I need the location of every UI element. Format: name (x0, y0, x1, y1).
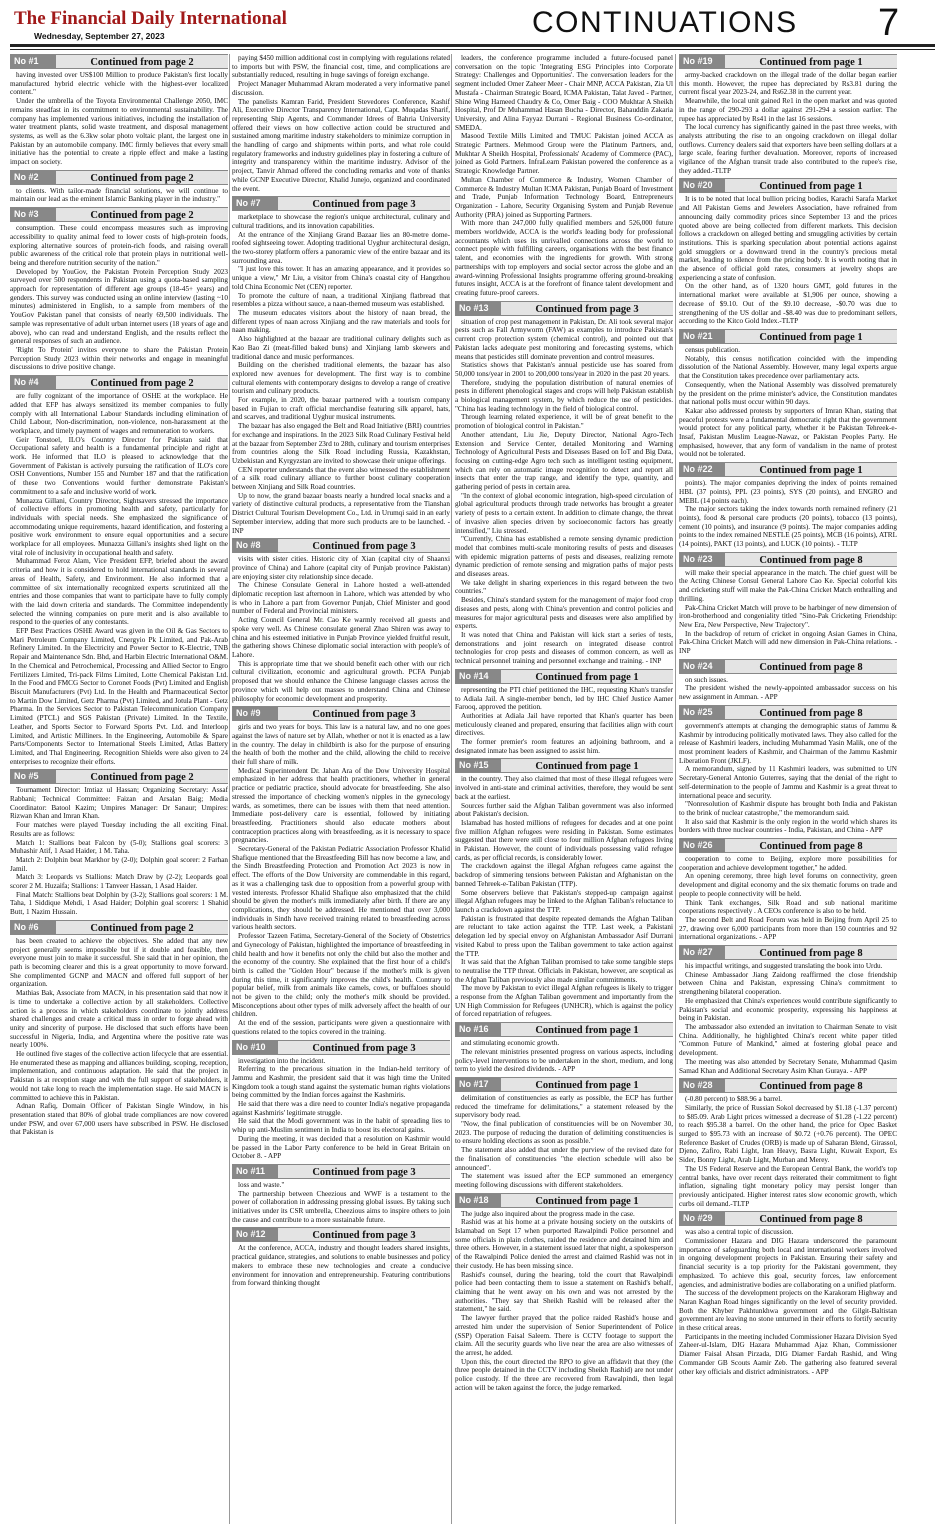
article-number: No #22 (679, 462, 725, 477)
continued-from-label: Continued from page 1 (501, 1022, 673, 1037)
article-paragraph: visits with sister cities. Historic city of Xian (capital city of Shaanxi province of China) and Lahore (capital city of Punjab province Pakistan) are enjoying sister city relationship since decade. (232, 555, 450, 581)
article-paragraph: The meeting was also attended by Secretary Senate, Muhammad Qasim Samad Khan and Additional Secretary Asim Khan Guraya. - APP (679, 1057, 897, 1075)
article-header (10, 170, 228, 185)
article-paragraph: leaders, the conference programme included a future-focused panel conversation on the topic 'Integrating ESG Principles into Corporate Strategy: Challenges and Opportunities'. The conversation leaders for the segment included Omer Zaheer Meer - Chair MNP, ACCA Pakistan, Zia Ul Mustafa - Chairman Strategic Board, ICMA Pakistan, Talat Javed - Partner, Shine Wing Hameed Chaudry & Co, Omer Baig - COO Mukhtar A Sheikh Hospital, Prof Dr Muhammad Hasan Bucha - Director, Bahauddin Zakaria University, and Alina Fayyaz Durrani - Regional Business Co-ordinator, SMEDA. (455, 54, 673, 132)
continuation-article (455, 758, 673, 1019)
article-paragraph: consumption. These could encompass measures such as improving accessibility to quality animal feed to lower costs of high-protein foods, exploring alternative sources of protein-rich foods, and raising overall public awareness of the critical role that protein plays in nutritional well-being and therefore nutrition security of the nation." (10, 224, 228, 267)
article-paragraph: Building on the cherished traditional elements, the bazaar has also explored new avenues for development. The first way is to combine cultural elements with contemporary designs to develop a range of creative tourism and culinary products. (232, 361, 450, 396)
article-paragraph: The second Belt and Road Forum was held in Beijing from April 25 to 27, drawing over 6,000 participants from more than 150 countries and 92 international organizations. - APP (679, 915, 897, 942)
article-number: No #18 (455, 1193, 501, 1208)
article-paragraph: and stimulating economic growth. (461, 1039, 560, 1048)
article-header (455, 758, 673, 773)
continued-from-label: Continued from page 1 (501, 1077, 673, 1092)
article-number: No #8 (232, 538, 278, 553)
article-paragraph: are fully cognizant of the importance of OSHE at the workplace. He added that EFP has always sensitized its member companies to fully comply with all International Labour Standards including elimination of Child Labour, Non-discrimination, non-violence, non-harassment at the workplace, and timely payment of wages and remuneration to workers. (10, 392, 228, 435)
continuation-article (10, 54, 228, 167)
continuation-article (679, 329, 897, 459)
continuation-article (455, 1022, 673, 1074)
article-number: No #20 (679, 178, 725, 193)
article-paragraph: has been created to achieve the objectives. She added that any new project generally seems impossible but if it double and feasible, then everyone must join to make it successful. She said that in her opinion, the path is becoming clearer and this is a great opportunity to move forward. She complimented GCNP and MACN and offered full support of her organization. (10, 936, 228, 989)
article-paragraph: At the conference, ACCA, industry and thought leaders shared insights, practical guidance, strategies, and solutions to enable businesses and policy makers to embrace these new technologies and create a conducive environment for innovation and entrepreneurship. Featuring contributions from forward thinking thought (232, 1244, 450, 1288)
article-paragraph: Geir Tonstoel, ILO's Country Director for Pakistan said that Occupational safety and health is a fundamental principle and right at work. He informed that ILO is pleased to acknowledge that the Government of Pakistan is actively pursuing the ratification of ILO's core OSH Conventions, Number 155 and Number 187 and that the ratification of these two Conventions would further demonstrate Pakistan's commitment to a safe and inclusive world of work. (10, 435, 228, 496)
column-divider (229, 54, 230, 1524)
article-paragraph: Through learning related experience, it will be of great benefit to the promotion of biological control in Pakistan." (455, 413, 673, 431)
continued-from-label: Continued from page 1 (725, 329, 897, 344)
continued-from-label: Continued from page 3 (278, 706, 450, 721)
article-number: No #12 (232, 1227, 278, 1242)
continuation-article (455, 301, 673, 666)
article-body (455, 1039, 673, 1074)
article-body (10, 786, 228, 917)
continued-from-label: Continued from page 1 (501, 1193, 673, 1208)
column-3 (455, 54, 673, 1524)
continuation-article (10, 769, 228, 917)
article-header (10, 920, 228, 935)
article-paragraph: The statement also added that under the purview of the revised date for the finalisation of constituencies "the election schedule will also be announced". (455, 1146, 673, 1172)
article-paragraph: The panelists Kamran Farid, President Stevedores Conference, Kashif Ali, Executive Director Transparency International, Capt. Muqadas Sharif, representing Ship Agents, and Commander Idrees of Bahria University offered their views on how collective action could be structured and sustained among maritime industry stakeholders to minimize corruption in the handling of cargo and shipments within ports, and what role could regulatory frameworks and industry guidelines play in fostering a culture of integrity and transparency within the maritime industry. Advisor of the project, Tanvir Ahmad offered the concluding remarks and vote of thanks while GCNP Executive Director, Khalid Junejo, organized and coordinated the event. (232, 97, 450, 193)
article-body (10, 937, 228, 1137)
article-paragraph: Statistics shows that Pakistan's annual pesticide use has soared from 50,000 tons/year in 2001 to 200,000 tons/year in 2020 in the past 20 years. (455, 361, 673, 378)
article-paragraph: Pak-China Cricket Match will prove to be harbinger of new dimension of iron-brotherhood and congeniality titled "Sino-Pak Cricketing Friendship: New Era, New Perspective, New Trajectory". (679, 603, 897, 629)
article-header (455, 1022, 673, 1037)
continuation-article (679, 838, 897, 942)
article-paragraph: "Now, the final publication of constituencies will be on November 30, 2023. The purpose of reducing the duration of delimiting constituencies is to ensure holding elections as soon as possible." (455, 1120, 673, 1146)
article-header (679, 1211, 897, 1226)
article-paragraph: to clients. With tailor-made financial solutions, we will continue to maintain our lead as the eminent Islamic Banking player in the industry." (10, 186, 228, 204)
article-header (232, 706, 450, 721)
article-paragraph: The Chinese Consulate General in Lahore hosted a well-attended diplomatic reception last afternoon in Lahore, which was attended by who is who in Lahore a part from Governor Punjab, Chief Minister and good number of Federal and Provincial ministers. (232, 581, 450, 616)
continuation-article (232, 538, 450, 703)
article-paragraph: paying $450 million additional cost in complying with regulations related to imports but with PSW, the financial cost, time, and complications are substantially reduced, resulting in huge savings of foreign exchange. (232, 54, 450, 80)
article-paragraph: This is appropriate time that we should benefit each other with our rich cultural civilization, economic and agricultural growth. PCFA Punjab proposed that we should enhance the Chinese language classes across the province which will help out masses to understand China and Chinese philosophy for economic development and prosperity. (232, 659, 450, 703)
article-paragraph: "I just love this tower. It has an amazing appearance, and it provides so unique a view," Mr Liu, a visitor from China's coastal city of Hangzhou told China Economic Net (CEN) reporter. (232, 265, 450, 291)
article-body (679, 71, 897, 175)
article-number: No #9 (232, 706, 278, 721)
continued-from-label: Continued from page 2 (56, 207, 228, 222)
article-paragraph: Islamabad has hosted millions of refugees for decades and at one point five million Afghan refugees were residing in Pakistan. Some estimates suggested that there were still close to four million Afghan refugees living in Pakistan. However, the count of individuals possessing valid refugee cards, as per official records, is considerably lower. (455, 818, 673, 862)
article-paragraph: Four matches were played Tuesday including the all exciting Final. Results are as follows: (10, 821, 228, 838)
continuation-article (10, 170, 228, 204)
article-paragraph: Upon this, the court directed the RPO to give an affidavit that they (the three people detained in the CCTV including Sheikh Rashid) are not under police custody. If the three are recovered from Rawalpindi, then legal action will be taken against the force, the judge remarked. (455, 1357, 673, 1392)
article-body (232, 1244, 450, 1288)
article-header (679, 838, 897, 853)
continued-from-label: Continued from page 1 (501, 758, 673, 773)
continuation-article (679, 552, 897, 656)
article-body (232, 1057, 450, 1161)
article-header (679, 462, 897, 477)
continuation-article (679, 1211, 897, 1376)
continuation-article (10, 375, 228, 766)
article-number: No #3 (10, 207, 56, 222)
article-paragraph: He outlined five stages of the collective action lifecycle that are essential. He enumerated these as mapping and alliances building, scoping, reception, implementation, and continuous adaptation. He said that the project in Pakistan is at reception stage and with the full support of stakeholders, it would not take long to reach the implementation stage. He said MACN is committed to achieve this in Pakistan. (10, 1050, 228, 1102)
article-paragraph: In the backdrop of return of cricket in ongoing Asian Games in China, Pak-China Cricket Match will add new dimension in Pak-China relations. - INP (679, 629, 897, 656)
article-paragraph: Rashid's counsel, during the hearing, told the court that Rawalpindi police had been contacting them to issue a statement on Rashid's behalf, claiming that he went away on his own and was not arrested by the authorities. "They say that Sheikh Rashid will be released after the statement," he said. (455, 1270, 673, 1314)
article-paragraph: will make their special appearance in the match. The chief guest will be the Acting Chinese Consul General Lahore Cao Ke. Special colorful kits and cricketing stuff will make the Pak-China Cricket Match enthralling and thrilling. (679, 568, 897, 603)
masthead (10, 4, 935, 44)
article-paragraph: The president wished the newly-appointed ambassador success on his new assignment in Amman. - APP (679, 684, 897, 702)
article-paragraph: The local currency has significantly gained in the past three weeks, with analysts attributing the rise to an ongoing crackdown on illegal dollar outflows. Currency dealers said that exporters have been selling dollars at a large scale, fearing further devaluation. Moreover, reports of increased vigilance of the Afghan transit trade also contributed to the rupee's rise, they added.-TLTP (679, 123, 897, 175)
article-paragraph: Commissioner Hazara and DIG Hazara underscored the paramount importance of safeguarding both local and international workers involved in ongoing development projects in Pakistan. Ensuring their safety and financial security is a top priority for the Pakistani government, they emphasized. To achieve this goal, security forces, law enforcement agencies, and administrative bodies are collaborating on a unified platform. (679, 1237, 897, 1289)
article-number: No #29 (679, 1211, 725, 1226)
continued-from-label: Continued from page 2 (56, 375, 228, 390)
article-paragraph: delimitation of constituencies as early as possible, the ECP has further reduced the timeframe for delimitations," a statement released by the supervisory body read. (455, 1093, 673, 1120)
article-paragraph: Sources further said the Afghan Taliban government was also informed about Pakistan's decision. (455, 801, 673, 819)
article-paragraph: The US Federal Reserve and the European Central Bank, the world's top central banks, have over recent days reiterated their commitment to fight inflation, signaling tight monetary policy may persist longer than previously anticipated. Higher interest rates slow economic growth, which curbs oil demand.-TLTP (679, 1164, 897, 1208)
article-paragraph: girls and two years for boys. This law is a natural law, and no one goes against the laws of nature set by Allah, whether or not it is enacted as a law in the country. The delay in childbirth is also for the purpose of ensuring the health of both the mother and the child, allowing the child to receive their full share of milk. (232, 723, 450, 767)
article-paragraph: Match 2: Dolphin beat Markhor by (2-0); Dolphin goal scorer: 2 Farhan Jamil. (10, 855, 228, 873)
article-header (679, 945, 897, 960)
article-body (455, 318, 673, 666)
article-number: No #1 (10, 54, 56, 69)
article-number: No #16 (455, 1022, 501, 1037)
article-paragraph: Consequently, when the National Assembly was dissolved prematurely by the president on the prime minister's advice, the Constitution mandates that national polls must occur within 90 days. (679, 380, 897, 407)
article-paragraph: With more than 247,000 fully qualified members and 526,000 future members worldwide, ACCA is the world's leading body for professional accountants which uses its unrivalled connections across the world to connect people with fulfilling careers, organisations with the best finance talent, and economies with the ingredients for growth. With strong partnerships with top employers and social sector across the globe and an award-winning Professional Insights programme offering ground-breaking futures insight, ACCA is at the forefront of finance talent development and creating future-proof careers. (455, 219, 673, 297)
article-paragraph: Tournament Director: Imtiaz ul Hassan; Organizing Secretary: Assaf Rabbani; Technical Committee: Faizan and Arsalan Baig; Media Coordinator: Batool Kazim; Umpires Manager: Dr Sanaur; Umpires: Rizwan Khan and Imran Khan. (10, 786, 228, 821)
continuation-article (679, 659, 897, 702)
continued-from-label: Continued from page 2 (56, 769, 228, 784)
issue-date: Wednesday, September 27, 2023 (34, 31, 165, 41)
article-header (232, 196, 450, 211)
article-header (455, 669, 673, 684)
article-number: No #19 (679, 54, 725, 69)
article-header (10, 769, 228, 784)
continued-from-label: Continued from page 1 (725, 54, 897, 69)
article-paragraph: Therefore, studying the population distribution of natural enemies of pests in different phenological stages and crops will help Pakistan establish a biological management system, by which reduce the use of pesticides. "China has leading technology in the field of biological control. (455, 378, 673, 413)
section-title: CONTINUATIONS (532, 6, 798, 39)
article-paragraph: Similarly, the price of Russian Sokol decreased by $1.18 (-1.37 percent) to $85.09. Arab Light prices witnessed a decrease of $1.28 (-1.22 percent) to reach $95.38 a barrel. On the other hand, the price for Opec Basket surged to $95.73 with an increase of $0.72 (+0.76 percent). The OPEC Reference Basket of Crudes (ORB) is made up of Saharan Blend, Girassol, Djeno, Zafiro, Rabi Light, Iran Heavy, Basra Light, Kuwait Export, Es Sider, Bonny Light, Arab Light, Murban and Merey. (679, 1103, 897, 1165)
continuation-article (679, 705, 897, 835)
continuation-article (10, 207, 228, 372)
article-paragraph: Medical Superintendent Dr. Jahan Ara of the Dow University Hospital emphasized in her address that health practitioners, whether in general practice or pediatric practice, should advocate for breastfeeding. She also stressed the importance of checking women's nipples in the gynecology wards, as sometimes, there can be issues with them that need attention. Immediate post-delivery care is essential, followed by initiating breastfeeding. Practitioners should also educate mothers about contraception practices along with breastfeeding, as it is necessary to space pregnancies. (232, 766, 450, 845)
article-header (679, 659, 897, 674)
column-divider (451, 54, 452, 1524)
article-paragraph: (-0.80 percent) to $88.96 a barrel. (685, 1095, 782, 1104)
article-number: No #11 (232, 1164, 278, 1179)
article-paragraph: "Nonresolution of Kashmir dispute has brought both India and Pakistan to the brink of nuclear catastrophe," the memorandum said. (679, 800, 897, 817)
article-paragraph: Mathias Bak, Associate from MACN, in his presentation said that now it is time to undertake a collective action by all stakeholders. Collective action is a process in which stakeholders coordinate to jointly address shared challenges and create a critical mass in order to forge ahead with unity and sincerity of purpose. He disclosed that such efforts have been successful in Nigeria, India, and Argentina where the positive rate was nearly 100%. (10, 989, 228, 1050)
article-paragraph: At the end of the session, participants were given a questionnaire with questions related to the topics covered in the training. (232, 1019, 450, 1036)
article-body (10, 392, 228, 766)
column-divider (675, 54, 676, 1524)
article-paragraph: The judge also inquired about the progress made in the case. (461, 1209, 635, 1218)
article-paragraph: Some observers believe that Pakistan's stepped-up campaign against illegal Afghan refugees may be linked to the Afghan Taliban's reluctance to launch a crackdown against the TTP. (455, 888, 673, 914)
article-paragraph: investigation into the incident. (238, 1056, 326, 1065)
continuation-article (455, 669, 673, 756)
article-paragraph: The museum educates visitors about the history of naan bread, the different types of naan across Xinjiang and the raw materials and tools for naan making. (232, 308, 450, 335)
article-body (679, 855, 897, 942)
article-paragraph: Pakistan is frustrated that despite repeated demands the Afghan Taliban are reluctant to take action against the TTP. Last week, a Pakistani delegation led by special envoy on Afghanistan Ambassador Asif Durrani visited Kabul to press upon the Taliban government to take action against the TTP. (455, 914, 673, 958)
article-body (455, 1094, 673, 1190)
continued-from-label: Continued from page 3 (278, 196, 450, 211)
article-header (679, 705, 897, 720)
article-paragraph: Adnan Rafiq, Domain Officer of Pakistan Single Window, in his presentation stated that 80% of global trade compliances are now covered under PSW, and over 67,000 users have subscribed in PSW. He disclosed that Pakistan is (10, 1102, 228, 1137)
continued-from-label: Continued from page 2 (56, 170, 228, 185)
article-paragraph: It was noted that China and Pakistan will kick start a series of tests, demonstrations and joint research on integrated disease control technologies for crop pests and diseases of common concern, as well as technical personnel training and personnel exchange and training. - INP (455, 631, 673, 666)
article-paragraph: loss and waste." (238, 1180, 285, 1189)
article-body (679, 676, 897, 702)
column-2 (232, 54, 450, 1524)
continuation-article (10, 920, 228, 1137)
article-paragraph: He said that the Modi government was in the habit of spreading lies to whip up anti-Muslim sentiment in India to boost its electoral gains. (232, 1117, 450, 1135)
article-paragraph: An opening ceremony, three high level forums on connectivity, green development and digital economy and the six thematic forums on trade and people to people connectivity will be held. (679, 872, 897, 898)
continuation-article (232, 1164, 450, 1225)
article-header (10, 54, 228, 69)
article-number: No #6 (10, 920, 56, 935)
article-body (679, 962, 897, 1075)
article-paragraph: CEN reporter understands that the event also witnessed the establishment of a silk road culinary alliance to further boost culinary cooperation between Xinjiang and Silk Road countries. (232, 465, 450, 492)
article-number: No #17 (455, 1077, 501, 1092)
article-paragraph: Munazza Gillani, Country Director, Sightsavers stressed the importance of collective efforts in promoting health and safety, particularly for individuals with special needs. She emphasized the significance of accommodating unique requirements, hazard identification, and fostering a positive work environment to ensure equal opportunities and a secure workplace for all employees. Munazza Gillani's insights shed light on the vital role of inclusivity in occupational health and safety. (10, 496, 228, 557)
article-paragraph: Under the umbrella of the Toyota Environmental Challenge 2050, IMC remains steadfast in its commitment to environmental sustainability. The company has implemented various initiatives, including the installation of water treatment plants, solid waste treatment, and disposal management systems, as well as the 6.3kw solar photo voltaic plant, the largest one in Pakistan by an automobile company. IMC firmly believes that every small initiative has the potential to create a ripple effect and make a lasting impact on society. (10, 97, 228, 167)
article-number: No #26 (679, 838, 725, 853)
article-paragraph: Acting Council General Mr. Cao Ke warmly received all guests and spoke very well. As Chinese consulate general Zhao Shiren was away to china and his esteemed initiative in Punjab Province yielded fruitful result, the gathering shows Chinese diplomatic social interaction with people's of Lahore. (232, 616, 450, 659)
article-paragraph: was also a central topic of discussion. (685, 1228, 794, 1237)
article-header (232, 538, 450, 553)
continuation-article (455, 1077, 673, 1190)
article-paragraph: "In the context of global economic integration, high-speed circulation of global agricultural products through trade networks has brought a greater variety of pests to a certain extent. In addition to climate change, the threat of invasive alien species driven by socioeconomic factors has greatly intensified," Liu stressed. (455, 491, 673, 535)
article-paragraph: situation of crop pest management in Pakistan, Dr. Ali took several major pests such as Fall Armyworm (FAW) as examples to introduce Pakistan's current crop protection system (chemical control), and pointed out that Pakistan lacks adequate pest monitoring and forecasting systems, which means that pesticides still dominate prevention and control measures. (455, 317, 673, 361)
article-paragraph: on such issues. (685, 675, 728, 684)
article-paragraph: points). The major companies depriving the index of points remained HBL (37 points), PPL (23 points), SYS (20 points), and ENGRO and MEBL (14 points each). (679, 479, 897, 505)
article-paragraph: Chinese Ambassador Jiang Zaidong reaffirmed the close friendship between China and Pakistan, expressing China's commitment to strengthening bilateral cooperation. (679, 970, 897, 997)
article-number: No #4 (10, 375, 56, 390)
article-paragraph: Developed by YouGov, the Pakistan Protein Perception Study 2023 surveyed over 500 respondents in Pakistan using a quota-based sampling approach for representation of different age groups (18-45+ years) and genders. This survey was conducted using an online interview (lasting ~10 minutes) administered in English, to a sample from members of the YouGov Pakistan panel that consists of nearly 69,500 individuals. The sample was representative of adult urban internet users (18 years of age and above), who can read and understand English, and the results reflect the general responses of such an audience. (10, 267, 228, 346)
column-4 (679, 54, 897, 1524)
continued-from-label: Continued from page 3 (278, 1164, 450, 1179)
article-body (232, 213, 450, 535)
article-paragraph: We take delight in sharing experiences in this regard between the two countries." (455, 578, 673, 596)
article-paragraph: Match 3: Leopards vs Stallions: Match Draw by (2-2); Leopards goal scorer 2 M. Huzaifa; Stallions: 1 Tanveer Hassan, 1 Asad Haider. (10, 873, 228, 891)
article-body (455, 775, 673, 1019)
article-paragraph: Final Match: Stallions beat Dolphin by (3-2); Stallions goal scorers: 1 M. Taha, 1 Siddique Mehdi, 1 Asad Haider; Dolphin goal scorers: 1 Shahid Butt, 1 Nazim Hussain. (10, 890, 228, 917)
article-paragraph: census publication. (685, 345, 741, 354)
continuation-article (455, 54, 673, 298)
article-paragraph: The move by Pakistan to evict illegal Afghan refugees is likely to trigger a response from the Afghan Taliban government and importantly from the UN High Commission for Refugees (UNHCR), which is against the policy of forced repatriation of refugees. (455, 984, 673, 1019)
article-paragraph: representing the PTI chief petitioned the IHC, requesting Khan's transfer to Adiala Jail. A single-member bench, led by IHC Chief Justice Aamer Farooq, approved the petition. (455, 685, 673, 712)
article-header (679, 1078, 897, 1093)
newspaper-name: The Financial Daily International (14, 8, 287, 29)
article-paragraph: Kakar also addressed protests by supporters of Imran Khan, stating that peaceful protests were a fundamental democratic right that the government would protect for any political party, whether it be Pakistan Tehreek-e-Insaf, Pakistan Muslim League-Nawaz, or Pakistan Peoples Party. He emphasised, however, that any form of vandalism in the name of protest would not be tolerated. (679, 406, 897, 459)
article-number: No #5 (10, 769, 56, 784)
article-body (10, 224, 228, 372)
article-header (679, 178, 897, 193)
article-paragraph: Notably, this census notification coincided with the impending dissolution of the National Assembly. However, many legal experts argue that the Constitution takes precedence over parliamentary acts. (679, 354, 897, 381)
continued-from-label: Continued from page 8 (725, 552, 897, 567)
article-paragraph: Meanwhile, the local unit gained Re1 in the open market and was quoted in the range of 290-293 a dollar against 291-294 a session earlier. The rupee has appreciated by Rs41 in the last 16 sessions. (679, 97, 897, 123)
article-number: No #27 (679, 945, 725, 960)
article-number: No #13 (455, 301, 501, 316)
continuation-article (679, 945, 897, 1075)
article-body (232, 555, 450, 703)
article-body (679, 1228, 897, 1376)
article-paragraph: The major sectors taking the index towards north remained refinery (21 points), food & personal care products (20 points), tobacco (13 points), cement (10 points), and insurance (9 points). The major companies adding points to the index remained NESTLE (25 points), MCB (16 points), ATRL (14 points), PAKT (13 points), and LUCK (10 points). - TLTP (679, 505, 897, 549)
continuation-article (679, 54, 897, 175)
article-paragraph: Also highlighted at the bazaar are traditional culinary delights such as Kao Bao Zi (meat-filled baked buns) and Xinjiang lamb skewers and traditional dance and music performances. (232, 335, 450, 361)
article-header (232, 1227, 450, 1242)
article-paragraph: Muhammad Feroz Alam, Vice President EFP, briefed about the award criteria and how it is considered to hold international standards in several areas of Health, Safety, and Environment. He also informed that a committee of six internationally recognized experts scrutinized all the entries and those companies that want to participate have to fully comply with the laid down criteria and standards. The Committee independently selected the winning companies on pure merit and is also available to respond to the queries of any contestants. (10, 557, 228, 627)
article-body (679, 346, 897, 459)
continuation-article (679, 1078, 897, 1208)
article-paragraph: During the meeting, it was decided that a resolution on Kashmir would be passed in the Labor Party conference to be held in Great Britain on October 8. - APP (232, 1134, 450, 1161)
continued-from-label: Continued from page 8 (725, 1078, 897, 1093)
article-paragraph: 'Right To Protein' invites everyone to share the Pakistan Protein Perception Study 2023 within their networks and engage in meaningful discussions to drive positive change. (10, 345, 228, 372)
continued-from-label: Continued from page 8 (725, 659, 897, 674)
article-paragraph: At the entrance of the Xinjiang Grand Bazaar lies an 80-metre dome-roofed sightseeing tower. Adopting traditional Uyghur architectural design, the two-storey platform offers a panoramic view of the entire bazaar and its surrounding area. (232, 230, 450, 265)
article-paragraph: marketplace to showcase the region's unique architectural, culinary and cultural traditions, and its innovation capabilities. (232, 213, 450, 230)
continued-from-label: Continued from page 2 (56, 920, 228, 935)
article-paragraph: Match 1: Stallions beat Falcon by (5-0); Stallions goal scorers: 3 Muhashir Atif, 1 Asad Haider, 1 M. Taha. (10, 838, 228, 856)
article-header (455, 1077, 673, 1092)
article-header (232, 1164, 450, 1179)
continued-from-label: Continued from page 8 (725, 945, 897, 960)
article-paragraph: The bazaar has also engaged the Belt and Road Initiative (BRI) countries for exchange and inspirations. In the 2023 Silk Road Culinary Festival held at the bazaar from September 23rd to 28th, culinary and tourism enterprises from countries along the Silk Road including Russia, Kazakhstan, Uzbekistan and Kyrgyzstan are invited to showcase their unique offerings. (232, 422, 450, 465)
article-body (232, 723, 450, 1036)
page-number: 7 (878, 2, 900, 44)
article-paragraph: The success of the development projects on the Karakoram Highway and Naran Kaghan Road hinges significantly on the level of security provided. Both the Khyber Pakhtunkhwa government and the Gilgit-Baltistan government are leaving no stone unturned in their efforts to fortify security in these critical areas. (679, 1289, 897, 1333)
continued-from-label: Continued from page 8 (725, 838, 897, 853)
article-paragraph: having invested over US$100 Million to produce Pakistan's first locally manufactured hybrid electric vehicle with the highest-ever localized content." (10, 71, 228, 97)
article-paragraph: The statement was issued after the ECP summoned an emergency meeting following discussions with different stakeholders. (455, 1172, 673, 1189)
article-header (455, 1193, 673, 1208)
article-number: No #7 (232, 196, 278, 211)
article-paragraph: Participants in the meeting included Commissioner Hazara Division Syed Zaheer-ul-Islam, DIG Hazara Muhammad Ajaz Khan, Commissioner Diamer Faisal Ahsan Pirzada, DIG Diamer Fardah Rashid, and Wing Commander GB Scouts Aamir Zeb. The gathering also featured several other key officials and district administrators. - APP (679, 1332, 897, 1376)
article-paragraph: "Currently, China has established a remote sensing dynamic prediction model that combines multi-scale monitoring results of pests and diseases with epidemic migration patterns of pests and diseases, realizing remote dynamic prediction of remote sensing and migration paths of major pests and diseases areas. (455, 535, 673, 579)
article-number: No #15 (455, 758, 501, 773)
article-paragraph: Secretary-General of the Pakistan Pediatric Association Professor Khalid Shafique mentioned that the Breastfeeding Bill has now become a law, and the Sindh Breastfeeding Protection and Promotion Act 2023 is now in effect. The efforts of the Dow University are commendable in this regard, as it was a challenging task due to opposition from a powerful group with vested interests. Professor Khalid Shafique also emphasized that the child should be given the mother's milk immediately after birth. If there are any complications, they should be addressed. He mentioned that over 3,000 individuals in Sindh have received training related to breastfeeding across various health sectors. (232, 845, 450, 932)
article-body (455, 54, 673, 298)
continuation-article (232, 1040, 450, 1161)
article-paragraph: Up to now, the grand bazaar boasts nearly a hundred local snacks and a variety of distinctive cultural products, a representative from the Tianshan District Cultural Tourism Development Co., Ltd. in Urumqi said in an early September interview, adding that more such products are to be launched. - INP (232, 491, 450, 535)
continuation-article (232, 706, 450, 1036)
article-body (679, 1095, 897, 1208)
article-header (232, 1040, 450, 1055)
article-paragraph: He emphasized that China's experiences would contribute significantly to Pakistan's social and economic prosperity, expressing his happiness at being in Pakistan. (679, 996, 897, 1023)
article-paragraph: Another attendant, Liu Jie, Deputy Director, National Agro-Tech Extension and Service Center, detailed Monitoring and Warning Technology of Agricultural Pests and Diseases Based on IoT and Big Data, focusing on cutting-edge Agro tech such as intelligent testing equipment, which can rely on automatic image recognition to detect and report all insects that enter the trap range, and identify the type, quantity, and gathering period of pests in certain area. (455, 430, 673, 492)
continued-from-label: Continued from page 1 (725, 462, 897, 477)
article-header (10, 207, 228, 222)
header-rule (10, 44, 935, 47)
article-body (679, 722, 897, 835)
article-body (10, 71, 228, 167)
article-header (455, 301, 673, 316)
article-header (10, 375, 228, 390)
continuation-article (679, 178, 897, 326)
article-paragraph: army-backed crackdown on the illegal trade of the dollar began earlier this month. However, the rupee has depreciated by Rs3.81 during the current fiscal year 2023-24, and Rs62.38 in the current year. (679, 71, 897, 97)
article-paragraph: A memorandum, signed by 11 Kashmiri leaders, was submitted to UN Secretary-General Antonio Guterres, saying that the denial of the right to self-determination to the people of Jammu and Kashmir is a great threat to international peace and security. (679, 765, 897, 800)
continued-from-label: Continued from page 1 (725, 178, 897, 193)
article-number: No #2 (10, 170, 56, 185)
article-body (455, 1210, 673, 1393)
article-header (679, 329, 897, 344)
continuation-article (679, 462, 897, 549)
continued-from-label: Continued from page 1 (501, 669, 673, 684)
article-paragraph: It was said that the Afghan Taliban promised to take some tangible steps to neutralise the TTP threat. Officials in Pakistan, however, are sceptical as the Afghan Taliban previously also made similar commitments. (455, 958, 673, 984)
article-paragraph: Project Manager Muhammad Akram moderated a very informative panel discussion. (232, 80, 450, 97)
article-paragraph: It also said that Kashmir is the only region in the world which shares its borders with three nuclear countries - India, Pakistan, and China - APP (679, 817, 897, 835)
article-paragraph: Masood Textile Mills Limited and TMUC Pakistan joined ACCA as Strategic Partners. Mehmood Group were the Platinum Partners, and, Mukhtar A Sheikh Hospital, Professionals' Academy of Commerce (PAC), joined as Gold Partners. InfraLearn Pakistan powered the conference as a Strategic Knowledge Partner. (455, 132, 673, 176)
continued-from-label: Continued from page 8 (725, 705, 897, 720)
article-paragraph: government's attempts at changing the demographic status of Jammu & Kashmir by introducing politically motivated laws. They also called for the release of Kashmiri leaders, including Muhammad Yasin Malik, one of the most prominent leaders of Kashmir, and Chairman of the Jammu Kashmir Liberation Front (JKLF). (679, 721, 897, 765)
article-paragraph: Multan Chamber of Commerce & Industry, Women Chamber of Commerce & Industry Multan ICMA Pakistan, Punjab Board of Investment and Trade, Punjab Information Technology Board, Entrepreneurs Organization - Lahore, Security Organising System and Punjab Revenue Authority (PRA) joined as Supporting Partners. (455, 175, 673, 219)
article-paragraph: Professor Tazeen Fatima, Secretary-General of the Society of Obstetrics and Gynecology of Pakistan, highlighted the importance of breastfeeding in child health and how it benefits not only the child but also the mother and the economy of the country. She explained that the first hour of a child's birth is called the "Golden Hour" because if the mother's milk is given during this time, it significantly improves the child's health. Contrary to popular belief, milk from animals like camels, cows, or buffaloes should not be given to the child; only the mother's milk should be provided. Misconceptions about other types of milk adversely affect the health of our children. (232, 932, 450, 1019)
article-header (679, 552, 897, 567)
article-paragraph: The partnership between Cheezious and WWF is a testament to the power of collaboration in addressing pressing global issues. By taking such initiatives under its CSR umbrella, Cheezious aims to inspire others to join the cause and contribute to a more sustainable future. (232, 1189, 450, 1224)
article-paragraph: The lawyer further prayed that the police raided Rashid's house and arrested him under the supervision of Senior Superintendent of Police (SSP) Operation Faisal Saleem. There is CCTV footage to support the claim. All the security guards who live near the area are also witnesses of the arrest, he added. (455, 1314, 673, 1357)
article-number: No #21 (679, 329, 725, 344)
article-number: No #24 (679, 659, 725, 674)
continued-from-label: Continued from page 3 (501, 301, 673, 316)
article-paragraph: Besides, China's standard system for the management of major food crop diseases and pests, along with China's prevention and control policies and measures for major agricultural pests and diseases were also amplified by experts. (455, 596, 673, 631)
article-paragraph: cooperation to come to Beijing, explore more possibilities for cooperation and achieve development together," he added. (679, 855, 897, 872)
article-number: No #10 (232, 1040, 278, 1055)
continuation-article (232, 196, 450, 535)
article-number: No #23 (679, 552, 725, 567)
continuation-article (232, 1227, 450, 1288)
article-paragraph: The crackdown against the illegal Afghan refugees came against the backdrop of simmering tensions between Pakistan and Afghanistan on the banned Tehreek-e-Taliban Pakistan (TTP). (455, 862, 673, 888)
continued-from-label: Continued from page 3 (278, 538, 450, 553)
header-rule-thin (10, 49, 935, 50)
article-body (679, 569, 897, 656)
column-1 (10, 54, 228, 1524)
continuation-article (455, 1193, 673, 1393)
article-paragraph: To promote the culture of naan, a traditional Xinjiang flatbread that resembles a pizza without sauce, a naan-themed museum was established. (232, 291, 450, 309)
article-number: No #28 (679, 1078, 725, 1093)
article-paragraph: The relevant ministries presented progress on various aspects, including policy-level interventions to be undertaken in the short, medium, and long term to yield the desired dividends. - APP (455, 1047, 673, 1074)
article-header (679, 54, 897, 69)
article-number: No #25 (679, 705, 725, 720)
article-paragraph: in the country. They also claimed that most of these illegal refugees were involved in anti-state and criminal activities, therefore, they would be sent back at the earliest. (455, 775, 673, 801)
article-paragraph: his impactful writings, and suggested translating the book into Urdu. (685, 962, 883, 971)
article-body (232, 1181, 450, 1225)
article-paragraph: The ambassador also extended an invitation to Chairman Senate to visit China. Additionally, he highlighted China's recent white paper titled "Common Future of Mankind," aimed at fostering global peace and development. (679, 1022, 897, 1058)
article-paragraph: Think Tank exchanges, Silk Road and sub national maritime cooperations respectively . A CEOs conference is also to be held. (679, 898, 897, 916)
article-paragraph: For example, in 2020, the bazaar partnered with a tourism company based in Fujian to craft official merchandise featuring silk apparel, hats, and scarves, and traditional Uyghur musical instruments. (232, 396, 450, 422)
article-paragraph: Rashid was at his home at a private housing society on the outskirts of Islamabad on Sept 17 when purported Rawalpindi Police personnel and some officials in plain clothes, raided the residence and detained him and three others. However, in a statement issued later that night, a spokesperson of the Rawalpindi Police denied the arrest and claimed Rashid was not in their custody. He has been missing since. (455, 1218, 673, 1270)
article-paragraph: He said that there was a dire need to counter India's negative propaganda against Kashmiris' legitimate struggle. (232, 1100, 450, 1117)
article-paragraph: Referring to the precarious situation in the Indian-held territory of Jammu and Kashmir, the president said that it was high time the United Kingdom took a tough stand against the systematic human rights violations being committed by the Indian forces against the Kashmiris. (232, 1065, 450, 1100)
article-paragraph: Authorities at Adiala Jail have reported that Khan's quarter has been meticulously cleaned and prepared, ensuring that facilities align with court directives. (455, 711, 673, 738)
article-body (232, 54, 450, 193)
continued-from-label: Continued from page 3 (278, 1040, 450, 1055)
continued-from-label: Continued from page 2 (56, 54, 228, 69)
article-body (10, 187, 228, 204)
article-body (679, 479, 897, 549)
continued-from-label: Continued from page 3 (278, 1227, 450, 1242)
article-paragraph: On the other hand, as of 1320 hours GMT, gold futures in the international market were available at $1,906 per ounce, showing a decrease of $9.10. Out of the $9.10 decrease, -$0.70 was due to strengthening of the US dollar and -$8.40 was due to predominant sellers, according to the Kitco Gold Index.-TLTP (679, 282, 897, 326)
article-number: No #14 (455, 669, 501, 684)
continued-from-label: Continued from page 8 (725, 1211, 897, 1226)
article-body (455, 686, 673, 756)
article-paragraph: The former premier's room features an adjoining bathroom, and a designated inmate has been assigned to assist him. (455, 738, 673, 755)
article-paragraph: EFP Best Practices OSHE Award was given in the Oil & Gas Sectors to Mari Petroleum Company Limited, Cnergyio Pk Limited, and Pak-Arab Refinery Limited. In the Electricity and Power Sector to K-Electric, TNB Repair and Maintenance Sdn. Bhd, and Harbin Electric International O&M. In the Chemical and Petrochemical, Processing and Allied Sector to Engro Fertilizers Limited, Tri-pack Films Limited, Lotte Chemical Pakistan Ltd. In the Food and FMCG Sector to Coronet Foods (Pvt) Limited and English Biscuit Manufacturers (Pvt) Ltd. In the Health and Pharmaceutical Sector to Martin Dow Limited, Getz Pharma (Pvt) Limited, and Jotula Plant - Getz Pharma. In the Services Sector to Pakistan Telecommunication Company Limited (PTCL) and SGS Pakistan (Private) Limited. In the Textile, Leather, and Sports Sector to Forward Sports Pvt. Ltd. and Interloop Limited, and Artistic Milliners. In the Engineering, Automobile & Spare Parts/Components Sector to International Steels Limited, Atlas Battery Limited, and Thal Engineering. Recognition Shields were also given to 24 enterprises to recognize their efforts. (10, 627, 228, 766)
continuation-article (232, 54, 450, 193)
article-paragraph: It is to be noted that local bullion pricing bodies, Karachi Sarafa Market and All Pakistan Gems and Jewelers Association, have refrained from announcing daily commodity prices since September 13 and the prices quoted above are being collected from different markets. This decision follows a crackdown on alleged betting and smuggling activities by certain institutions. This is sparking speculation about potential actions against gold smugglers or a downward trend in the country's precious metal market, leading to silence from the pricing body. It is worth noting that in the absence of official gold rates, consumers at jewelry shops are experiencing a state of confusion. (679, 195, 897, 282)
article-body (679, 195, 897, 326)
